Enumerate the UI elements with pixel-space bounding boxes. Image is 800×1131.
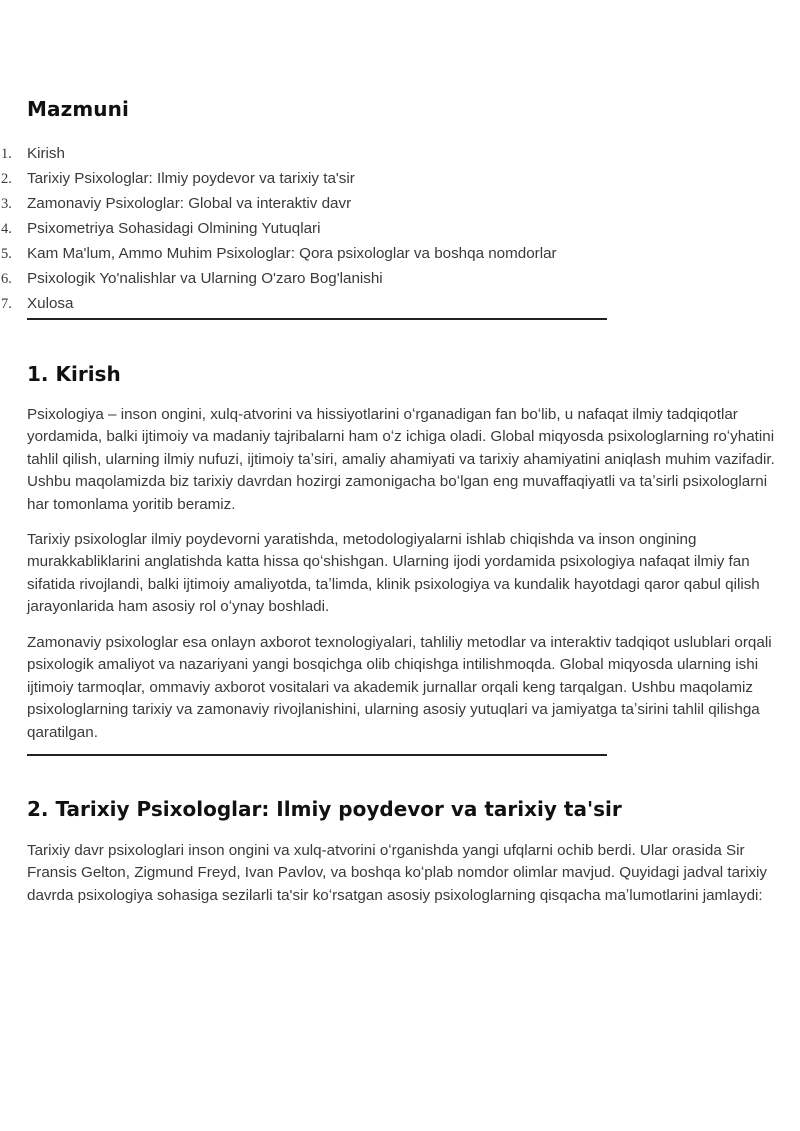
horizontal-divider bbox=[27, 318, 607, 320]
toc-item-number: 7. bbox=[1, 296, 12, 312]
toc-item-label[interactable]: Psixometriya Sohasidagi Olmining Yutuqlari bbox=[27, 220, 321, 237]
toc-item bbox=[0, 216, 640, 241]
toc-item bbox=[0, 141, 640, 166]
toc-item-number: 1. bbox=[1, 146, 12, 162]
toc-item bbox=[0, 191, 640, 216]
toc-item-number: 3. bbox=[1, 196, 12, 212]
horizontal-divider bbox=[27, 754, 607, 756]
toc-item-number: 6. bbox=[1, 271, 12, 287]
toc-title: Mazmuni bbox=[27, 97, 129, 121]
toc-item-label[interactable]: Tarixiy Psixologlar: Ilmiy poydevor va tarixiy ta'sir bbox=[27, 170, 355, 187]
section-heading: 2. Tarixiy Psixologlar: Ilmiy poydevor va tarixiy ta'sir bbox=[27, 797, 622, 821]
body-paragraph: Tarixiy psixologlar ilmiy poydevorni yaratishda, metodologiyalarni ishlab chiqishda va inson ongining murakkabliklarini anglatishda katta hissa qoʻshishgan. Ularning ijodi yordamida psixologiya nafaqat ilmiy fan sifatida rivojlandi, balki ijtimoiy amaliyotda, taʼlimda, klinik psixologiya va kundalik hayotdagi qaror qabul qilish jarayonlarida ham asosiy rol oʻynay boshladi. bbox=[27, 531, 760, 616]
toc-item-label[interactable]: Zamonaviy Psixologlar: Global va interaktiv davr bbox=[27, 195, 352, 212]
toc-item-number: 4. bbox=[1, 221, 12, 237]
toc-item-label[interactable]: Kam Ma'lum, Ammo Muhim Psixologlar: Qora psixologlar va boshqa nomdorlar bbox=[27, 245, 557, 262]
toc-item bbox=[0, 166, 640, 191]
section-heading: 1. Kirish bbox=[27, 362, 121, 386]
toc-item-number: 5. bbox=[1, 246, 12, 262]
toc-item-label[interactable]: Xulosa bbox=[27, 295, 74, 312]
toc-item-label[interactable]: Kirish bbox=[27, 145, 65, 162]
toc-item-number: 2. bbox=[1, 171, 12, 187]
toc-item-label[interactable]: Psixologik Yo'nalishlar va Ularning O'zaro Bog'lanishi bbox=[27, 270, 383, 287]
toc-item bbox=[0, 241, 640, 266]
body-paragraph: Zamonaviy psixologlar esa onlayn axborot texnologiyalari, tahliliy metodlar va interaktiv tadqiqot uslublari orqali psixologik amaliyot va nazariyani yangi bosqichga olib chiqishga intilishmoqda. Global miqyosda ularning ishi ijtimoiy tarmoqlar, ommaviy axborot vositalari va akademik jurnallar orqali keng tarqalgan. Ushbu maqolamiz psixologlarning tarixiy va zamonaviy rivojlanishini, ularning asosiy yutuqlari va jamiyatga taʼsirini tahlil qilishga qaratilgan. bbox=[27, 634, 772, 741]
toc-item bbox=[0, 266, 640, 291]
body-paragraph: Tarixiy davr psixologlari inson ongini va xulq-atvorini oʻrganishda yangi ufqlarni ochib berdi. Ular orasida Sir Fransis Gelton, Zigmund Freyd, Ivan Pavlov, va boshqa koʻplab nomdor olimlar mavjud. Quyidagi jadval tarixiy davrda psixologiya sohasiga sezilarli ta'sir koʻrsatgan asosiy psixologlarning qisqacha maʼlumotlarini jamlaydi: bbox=[27, 842, 768, 904]
toc-item bbox=[0, 291, 640, 316]
toc-list bbox=[0, 141, 640, 316]
body-paragraph: Psixologiya – inson ongini, xulq-atvorini va hissiyotlarini oʻrganadigan fan boʻlib, u nafaqat ilmiy tadqiqotlar yordamida, balki ijtimoiy va madaniy tajribalarni ham oʻz ichiga oladi. Global miqyosda psixologlarning roʻyhatini tahlil qilish, ularning ilmiy nufuzi, ijtimoiy taʼsiri, amaliy ahamiyati va tarixiy ahamiyatini aniqlash muhim vazifadir. Ushbu maqolamizda biz tarixiy davrdan hozirgi zamonigacha boʻlgan eng muvaffaqiyatli va taʼsirli psixologlarni har tomonlama yoritib beramiz. bbox=[27, 406, 775, 513]
